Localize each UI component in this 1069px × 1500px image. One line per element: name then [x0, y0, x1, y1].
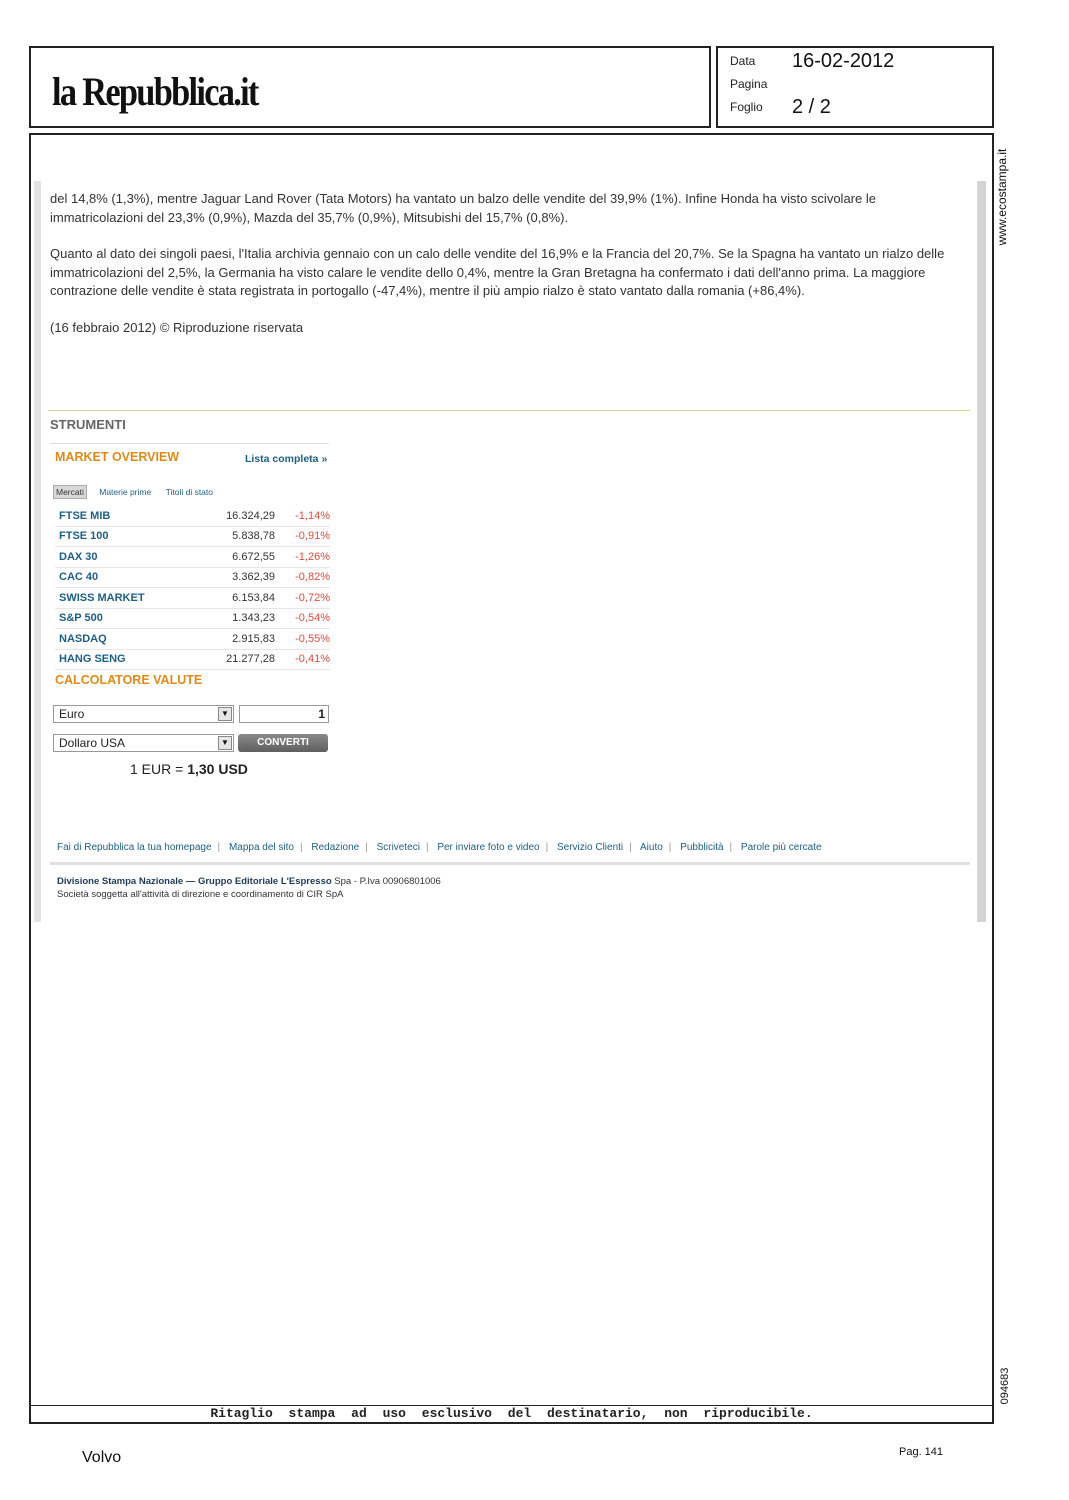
article-body	[50, 190, 970, 355]
link-separator: |	[629, 842, 632, 853]
result-value: 1,30 USD	[187, 761, 248, 777]
footer-links	[57, 842, 822, 853]
market-table	[55, 506, 330, 670]
section-divider	[48, 410, 970, 411]
footer-link-advertising[interactable]: Pubblicità	[680, 842, 724, 853]
publisher-note: Società soggetta all'attività di direzione e coordinamento di CIR SpA	[57, 889, 344, 900]
market-tabs	[53, 485, 223, 499]
chevron-down-icon: ▼	[218, 707, 232, 721]
index-change: -0,41%	[275, 649, 330, 670]
index-value: 6.153,84	[197, 588, 275, 609]
footer-link-contact[interactable]: Scriveteci	[376, 842, 420, 853]
convert-button[interactable]: CONVERTI	[238, 734, 328, 752]
vertical-scrollbar[interactable]	[977, 181, 986, 922]
index-name-link[interactable]: FTSE MIB	[55, 506, 197, 526]
link-separator: |	[729, 842, 733, 853]
currency-calculator-title: CALCOLATORE VALUTE	[55, 673, 203, 687]
index-value: 1.343,23	[197, 608, 275, 629]
table-row	[55, 526, 330, 547]
link-separator: |	[545, 842, 549, 853]
index-value: 2.915,83	[197, 629, 275, 650]
tab-bonds[interactable]: Titoli di stato	[165, 487, 213, 497]
index-value: 16.324,29	[197, 506, 275, 526]
index-value: 3.362,39	[197, 567, 275, 588]
date-value: 16-02-2012	[792, 50, 895, 72]
index-change: -1,14%	[275, 506, 330, 526]
index-value: 5.838,78	[197, 526, 275, 547]
table-row	[55, 649, 330, 670]
index-name-link[interactable]: DAX 30	[55, 547, 197, 568]
footer-rule	[50, 862, 970, 865]
footer-link-sitemap[interactable]: Mappa del sito	[228, 842, 294, 853]
table-row	[55, 547, 330, 568]
left-border-bar	[34, 181, 41, 922]
table-row	[55, 567, 330, 588]
tab-markets[interactable]: Mercati	[53, 485, 87, 499]
chevron-down-icon: ▼	[218, 736, 232, 750]
index-change: -1,26%	[275, 547, 330, 568]
index-value: 21.277,28	[197, 649, 275, 670]
link-separator: |	[668, 842, 672, 853]
index-name-link[interactable]: FTSE 100	[55, 526, 197, 547]
index-name-link[interactable]: NASDAQ	[55, 629, 197, 650]
page-label: Pagina	[730, 77, 768, 91]
newspaper-logo: la Repubblica.it	[52, 69, 258, 114]
page-number: Pag. 141	[899, 1446, 944, 1458]
link-separator: |	[299, 842, 303, 853]
table-row	[55, 608, 330, 629]
link-separator: |	[365, 842, 368, 853]
link-separator: |	[217, 842, 221, 853]
reproduction-notice: Ritaglio stampa ad uso esclusivo del destinatario, non riproducibile.	[210, 1406, 813, 1421]
footer-link-send-media[interactable]: Per inviare foto e video	[437, 842, 540, 853]
publisher-credits	[57, 875, 441, 901]
amount-input[interactable]: 1	[239, 705, 329, 723]
index-name-link[interactable]: S&P 500	[55, 608, 197, 629]
footer-link-customer-service[interactable]: Servizio Clienti	[557, 842, 624, 853]
index-name-link[interactable]: CAC 40	[55, 567, 197, 588]
index-change: -0,72%	[275, 588, 330, 609]
index-value: 6.672,55	[197, 547, 275, 568]
index-name-link[interactable]: HANG SENG	[55, 649, 197, 670]
link-separator: |	[425, 842, 429, 853]
sheet-label: Foglio	[730, 100, 763, 114]
article-paragraph: Quanto al dato dei singoli paesi, l'Italia archivia gennaio con un calo delle vendite del 16,9% e la Francia del 20,7%. Se la Spagna ha vantato un rialzo delle immatricolazioni del 2,5%, la Germania ha visto calare le vendite dello 0,4%, mentre la Gran Bretagna ha confermato i dati dell'anno prima. La maggiore contrazione delle vendite è stata registrata in portogallo (-47,4%), mentre il più ampio rialzo è stato vantato dalla romania (+86,4%).	[50, 246, 945, 298]
client-name: Volvo	[82, 1449, 122, 1466]
footer-link-help[interactable]: Aiuto	[639, 842, 663, 853]
to-currency-value: Dollaro USA	[59, 736, 126, 750]
index-change: -0,91%	[275, 526, 330, 547]
index-change: -0,55%	[275, 629, 330, 650]
publisher-vat: Spa - P.Iva 00906801006	[331, 876, 441, 887]
index-change: -0,54%	[275, 608, 330, 629]
footer-link-editorial[interactable]: Redazione	[311, 842, 360, 853]
article-copyright: (16 febbraio 2012) © Riproduzione riservata	[50, 319, 304, 335]
tools-heading: STRUMENTI	[50, 417, 126, 432]
index-change: -0,82%	[275, 567, 330, 588]
market-overview-title: MARKET OVERVIEW	[55, 450, 180, 464]
table-row	[55, 629, 330, 650]
tab-commodities[interactable]: Materie prime	[99, 487, 152, 497]
conversion-result	[130, 761, 248, 777]
table-row	[55, 506, 330, 526]
source-url: www.ecostampa.it	[995, 148, 1009, 246]
publisher-name: Divisione Stampa Nazionale — Gruppo Editoriale L'Espresso	[57, 876, 332, 887]
clipping-code: 094683	[999, 1367, 1011, 1405]
from-currency-value: Euro	[59, 707, 85, 721]
to-currency-select[interactable]	[53, 734, 234, 752]
table-row	[55, 588, 330, 609]
from-currency-select[interactable]	[53, 705, 234, 723]
result-prefix: 1 EUR =	[130, 761, 188, 777]
tools-divider	[50, 443, 329, 444]
sheet-value: 2 / 2	[792, 96, 831, 118]
full-list-link[interactable]: Lista completa »	[245, 453, 328, 465]
index-name-link[interactable]: SWISS MARKET	[55, 588, 197, 609]
footer-link-homepage[interactable]: Fai di Repubblica la tua homepage	[57, 842, 212, 853]
date-label: Data	[730, 54, 756, 68]
footer-link-top-searches[interactable]: Parole più cercate	[740, 842, 822, 853]
article-paragraph: del 14,8% (1,3%), mentre Jaguar Land Rover (Tata Motors) ha vantato un balzo delle vendite del 39,9% (1%). Infine Honda ha visto scivolare le immatricolazioni del 23,3% (0,9%), Mazda del 35,7% (0,9%), Mitsubishi del 15,7% (0,8%).	[50, 191, 876, 225]
